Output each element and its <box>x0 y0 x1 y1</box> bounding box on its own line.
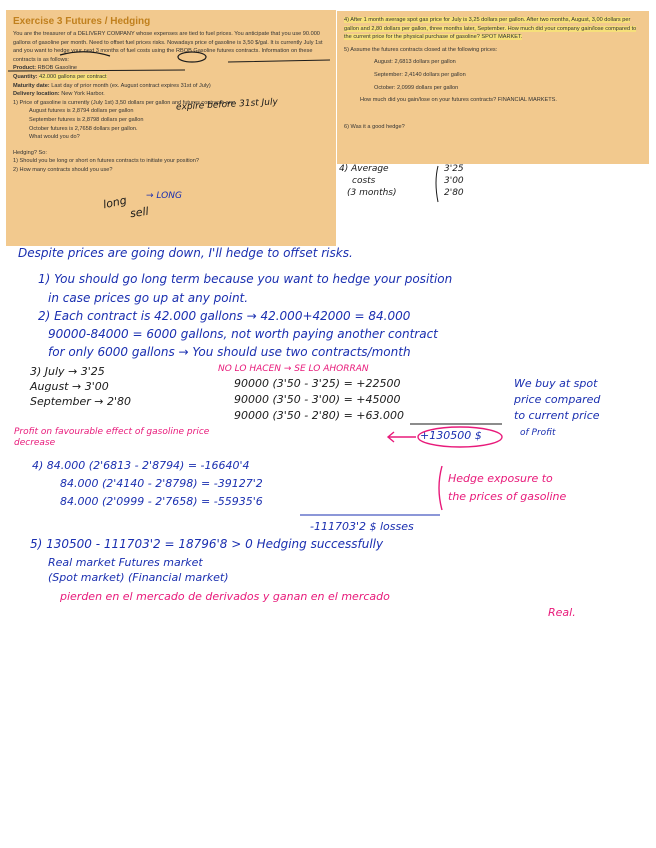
october-futures: October futures is 2,7658 dollars per gallon. <box>29 125 138 132</box>
note-profit-2: decrease <box>14 438 56 448</box>
calc-september: 90000 (3'50 - 2'80) = +63.000 <box>234 409 404 422</box>
answer-2-line-3: for only 6000 gallons → You should use two contracts/month <box>48 345 411 359</box>
note-average-1: 4) Average <box>339 164 389 174</box>
answer-3-head: 3) July → 3'25 <box>30 365 105 378</box>
maturity-label: Maturity date: <box>13 82 50 89</box>
product-label: Product: <box>13 65 36 72</box>
question-4-text: 4) After 1 month average spot gas price for July is 3,25 dollars per gallon. After two months, August, 3,00 dollars per gallon and 2,80 dollars per gallon, three months later, September. How much did your company gain/lose compared to the current price for the physical purchase of gasoline? SPOT MARKET. <box>344 17 637 41</box>
note-long: long <box>101 193 128 212</box>
note-avg-v2: 3'00 <box>444 176 464 186</box>
calc-july: 90000 (3'50 - 3'25) = +22500 <box>234 377 401 390</box>
note-profit-1: Profit on favourable effect of gasoline price <box>14 427 210 437</box>
brace-average <box>436 166 438 202</box>
scribble-gasoline <box>60 52 110 56</box>
hedging-so: Hedging? So: <box>13 149 47 156</box>
note-avg-v3: 2'80 <box>444 188 464 198</box>
question-1: 1) Price of gasoline is currently (July 1st) 3,50 dollars per gallon and futures contracts are: <box>13 99 236 106</box>
exercise-title: Exercise 3 Futures / Hedging <box>13 16 151 27</box>
circle-total-gain <box>418 427 502 447</box>
note-hedge-1: Hedge exposure to <box>448 472 553 485</box>
delivery-label: Delivery location: <box>13 91 60 98</box>
note-avg-v1: 3'25 <box>444 164 464 174</box>
note-average-3: (3 months) <box>347 188 397 198</box>
september-futures: September futures is 2,8798 dollars per gallon <box>29 116 144 123</box>
answer-5-line-1: 5) 130500 - 111703'2 = 18796'8 > 0 Hedging successfully <box>30 537 384 551</box>
quantity-label: Quantity: <box>13 73 38 80</box>
august-futures: August futures is 2,8794 dollars per gallon <box>29 108 134 115</box>
answer-5-red-1: pierden en el mercado de derivados y ganan en el mercado <box>60 590 390 603</box>
answer-5-line-3: (Spot market) (Financial market) <box>48 571 229 584</box>
answer-3-august: August → 3'00 <box>30 380 109 393</box>
answer-4-line-3: 84.000 (2'0999 - 2'7658) = -55935'6 <box>60 495 263 508</box>
delivery-value: New York Harbor. <box>61 91 105 98</box>
price-september: September: 2,4140 dollars per gallon <box>374 71 466 78</box>
note-arrow-long: → LONG <box>146 191 182 201</box>
circle-july-1st <box>178 52 206 62</box>
maturity-value: Last day of prior month (ex. August contract expires 31st of July) <box>51 82 211 89</box>
answer-5-red-2: Real. <box>548 606 576 619</box>
calc-august: 90000 (3'50 - 3'00) = +45000 <box>234 393 401 406</box>
answer-3-september: September → 2'80 <box>30 395 132 408</box>
note-buy-spot-3: to current price <box>514 409 600 422</box>
sub-question-1: 1) Should you be long or short on futures contracts to initiate your position? <box>13 158 199 165</box>
answer-4-line-1: 4) 84.000 (2'6813 - 2'8794) = -16640'4 <box>32 459 250 472</box>
total-spot-gain: +130500 $ <box>420 429 482 442</box>
note-of-profit: of Profit <box>520 428 556 438</box>
underline-hedge <box>8 60 330 71</box>
product-value: RBOB Gasoline <box>37 65 78 72</box>
note-average-2: costs <box>352 176 376 186</box>
brace-hedge <box>439 466 442 510</box>
price-october: October: 2,0999 dollars per gallon <box>374 84 459 91</box>
note-hedge-2: the prices of gasoline <box>448 490 567 503</box>
question-6: 6) Was it a good hedge? <box>344 123 405 130</box>
note-despite: Despite prices are going down, I'll hedge to offset risks. <box>18 246 353 260</box>
note-buy-spot-1: We buy at spot <box>514 377 598 390</box>
note-sell: sell <box>129 204 150 221</box>
what-would-you-do: What would you do? <box>29 134 80 141</box>
question-5b: How much did you gain/lose on your futures contracts? FINANCIAL MARKETS. <box>360 97 557 104</box>
price-august: August: 2,6813 dollars per gallon <box>374 59 456 66</box>
answer-2-line-2: 90000-84000 = 6000 gallons, not worth paying another contract <box>48 327 438 341</box>
question-5: 5) Assume the futures contracts closed at the following prices: <box>344 46 498 53</box>
answer-2-line-1: 2) Each contract is 42.000 gallons → 42.000+42000 = 84.000 <box>38 309 411 323</box>
sub-question-2: 2) How many contracts should you use? <box>13 166 113 173</box>
note-no-lo-hacen: NO LO HACEN → SE LO AHORRAN <box>218 364 369 374</box>
answer-4-total: -111703'2 $ losses <box>310 520 414 533</box>
quantity-value: 42.000 gallons per contract <box>39 73 107 80</box>
note-buy-spot-2: price compared <box>514 393 601 406</box>
answer-4-line-2: 84.000 (2'4140 - 2'8798) = -39127'2 <box>60 477 263 490</box>
note-expire: expire before 31st July <box>175 97 279 113</box>
answer-1-line-2: in case prices go up at any point. <box>48 291 249 305</box>
intro-text: You are the treasurer of a DELIVERY COMPANY whose expenses are tied to fuel prices. You anticipate that you use 90.000 gallons of gasoline per month. Need to offset fuel prices risks. Nowadays price of gasoline is 3,50 $/gal. It is currently July 1st and you want to hedge your next 3 months of fuel costs using the RBOB Gasoline futures contracts. Information on these contracts is as follows: <box>13 31 323 63</box>
answer-5-line-2: Real market Futures market <box>48 556 203 569</box>
answer-1-line-1: 1) You should go long term because you want to hedge your position <box>38 272 453 286</box>
